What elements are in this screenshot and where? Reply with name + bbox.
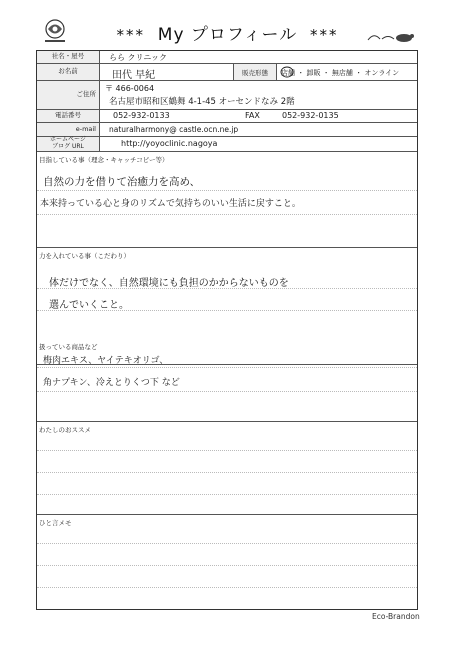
website-value[interactable]: http://yoyoclinic.nagoya xyxy=(121,139,218,148)
address-label: ご住所 xyxy=(37,81,100,109)
footer-brand: Eco-Brandon xyxy=(372,612,420,621)
focus-line-1[interactable]: 体だけでなく、自然環境にも負担のかからないものを xyxy=(49,278,289,289)
phone-label: 電話番号 xyxy=(37,110,100,122)
sales-style-label: 販売形態 xyxy=(233,64,277,80)
phone-row xyxy=(37,110,417,123)
products-line-1[interactable]: 梅肉エキス、ヤイテキオリゴ、 xyxy=(43,356,169,366)
email-label: e-mail xyxy=(37,123,100,136)
products-title: 扱っている商品など xyxy=(39,343,98,351)
title-stars-left: *** xyxy=(116,26,145,44)
address-line[interactable]: 名古屋市昭和区鶴舞 4-1-45 オーセンドなみ 2階 xyxy=(109,97,295,107)
fax-value[interactable]: 052-932-0135 xyxy=(282,111,339,120)
profile-form xyxy=(36,50,418,610)
fax-label: FAX xyxy=(245,111,260,120)
brand-logo-icon xyxy=(366,30,418,44)
sales-style-options[interactable]: 店舗 ・ 卸販 ・ 無店舗 ・ オンライン xyxy=(281,69,400,77)
products-section xyxy=(37,339,417,422)
name-label: お名前 xyxy=(37,64,100,80)
products-line-2[interactable]: 角ナプキン、冷えとりくつ下 など xyxy=(43,378,180,388)
message-title: ひと言メモ xyxy=(39,519,72,527)
ruled-line xyxy=(37,587,417,588)
goal-line-1[interactable]: 自然の力を借りて治癒力を高め、 xyxy=(43,176,201,188)
name-value[interactable]: 田代 早紀 xyxy=(112,70,156,81)
page-title xyxy=(95,20,360,45)
ruled-line xyxy=(37,214,417,215)
ruled-line xyxy=(37,472,417,473)
name-row xyxy=(37,64,417,81)
focus-title: 力を入れている事（こだわり） xyxy=(39,252,130,260)
email-row xyxy=(37,123,417,137)
company-label: 社名・屋号 xyxy=(37,51,100,63)
title-stars-right: *** xyxy=(310,26,339,44)
website-row xyxy=(37,137,417,152)
address-row xyxy=(37,81,417,110)
company-value[interactable]: らら クリニック xyxy=(109,53,168,62)
ruled-line xyxy=(37,391,417,392)
ruled-line xyxy=(37,367,417,368)
ruled-line xyxy=(37,450,417,451)
goal-section xyxy=(37,152,417,248)
recommend-section xyxy=(37,422,417,515)
ruled-line xyxy=(37,190,417,191)
focus-line-2[interactable]: 選んでいくこと。 xyxy=(49,300,129,311)
company-row xyxy=(37,51,417,64)
goal-title: 目指している事（理念・キャッチコピー等） xyxy=(39,156,169,164)
phone-value[interactable]: 052-932-0133 xyxy=(113,111,170,120)
title-text: My プロフィール xyxy=(157,25,298,45)
ruled-line xyxy=(37,494,417,495)
ruled-line xyxy=(37,543,417,544)
message-section xyxy=(37,515,417,610)
website-label: ホームページ ブログ URL xyxy=(37,137,100,151)
eco-logo-icon xyxy=(40,18,70,44)
postal-code[interactable]: 〒 466-0064 xyxy=(105,84,155,93)
goal-line-2[interactable]: 本来持っている心と身のリズムで気持ちのいい生活に戻すこと。 xyxy=(40,199,301,209)
ruled-line xyxy=(37,565,417,566)
email-value[interactable]: naturalharmony@ castle.ocn.ne.jp xyxy=(109,125,239,134)
selected-circle-icon xyxy=(280,66,294,78)
recommend-title: わたしのおススメ xyxy=(39,426,91,434)
